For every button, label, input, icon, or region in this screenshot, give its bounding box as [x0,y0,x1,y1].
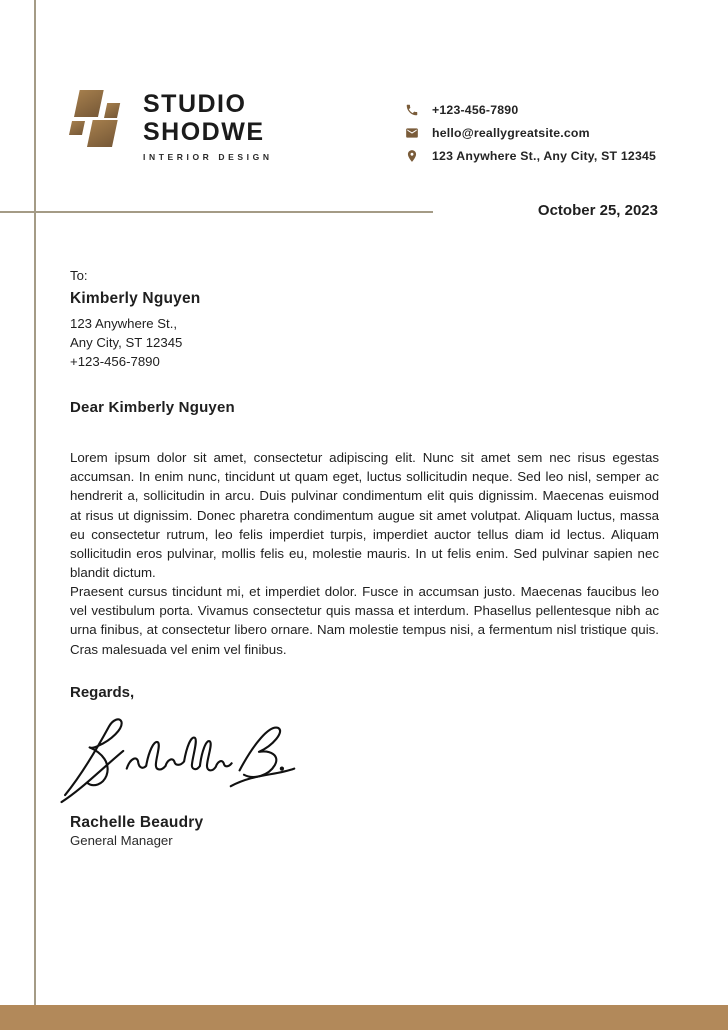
signature-image [58,712,296,809]
contact-email: hello@reallygreatsite.com [432,125,590,140]
sender-title: General Manager [70,833,173,848]
sender-name: Rachelle Beaudry [70,814,204,831]
brand-tagline: INTERIOR DESIGN [143,152,273,162]
map-pin-icon [405,149,419,163]
left-margin-rule [34,0,36,1005]
contact-block [405,98,656,167]
contact-row-email [405,121,656,144]
contact-row-phone [405,98,656,121]
brand-logo-icon [68,90,122,155]
salutation: Dear Kimberly Nguyen [70,399,235,416]
phone-icon [405,103,419,117]
letter-date: October 25, 2023 [537,202,658,219]
header-divider-rule [0,211,433,213]
contact-row-address [405,144,656,167]
body-paragraph-1: Lorem ipsum dolor sit amet, consectetur adipiscing elit. Nunc sit amet sem nec risus egestas accumsan. In enim nunc, tincidunt ut quam eget, luctus sollicitudin neque. Sed leo nisl, semper ac hendrerit a, sollicitudin in arcu. Duis pulvinar condimentum elit quis dignissim. Maecenas euismod at risus ut dignissim. Donec pharetra condimentum augue sit amet volutpat. Aliquam luctus, massa eu consectetur rutrum, leo felis imperdiet turpis, imperdiet auctor tellus diam id lectus. Aliquam sollicitudin eros pulvinar, mollis felis eu, molestie mauris. In ut felis enim. Sed pulvinar sapien nec blandit dictum. [70,450,659,581]
body-paragraph-2: Praesent cursus tincidunt mi, et imperdiet dolor. Fusce in accumsan justo. Maecenas faucibus leo vel vestibulum porta. Vivamus consectetur quis massa et interdum. Phasellus pellentesque nibh ac urna finibus, at consectetur libero ornare. Nam molestie tempus nisi, a fermentum nisl tristique quis. Cras malesuada vel enim vel finibus. [70,584,659,657]
footer-accent-bar [0,1005,728,1030]
brand-name-line1: STUDIO [143,90,247,118]
contact-phone: +123-456-7890 [432,102,519,117]
closing-regards: Regards, [70,684,135,701]
envelope-icon [405,126,419,140]
contact-address: 123 Anywhere St., Any City, ST 12345 [432,148,657,163]
recipient-address-line1: 123 Anywhere St., [70,316,178,331]
brand-name-line2: SHODWE [143,118,265,146]
brand-text-block [143,90,273,162]
recipient-name: Kimberly Nguyen [70,290,201,307]
recipient-label: To: [70,268,88,283]
recipient-address-line2: Any City, ST 12345 [70,335,183,350]
recipient-block [70,268,200,371]
recipient-phone: +123-456-7890 [70,354,160,369]
